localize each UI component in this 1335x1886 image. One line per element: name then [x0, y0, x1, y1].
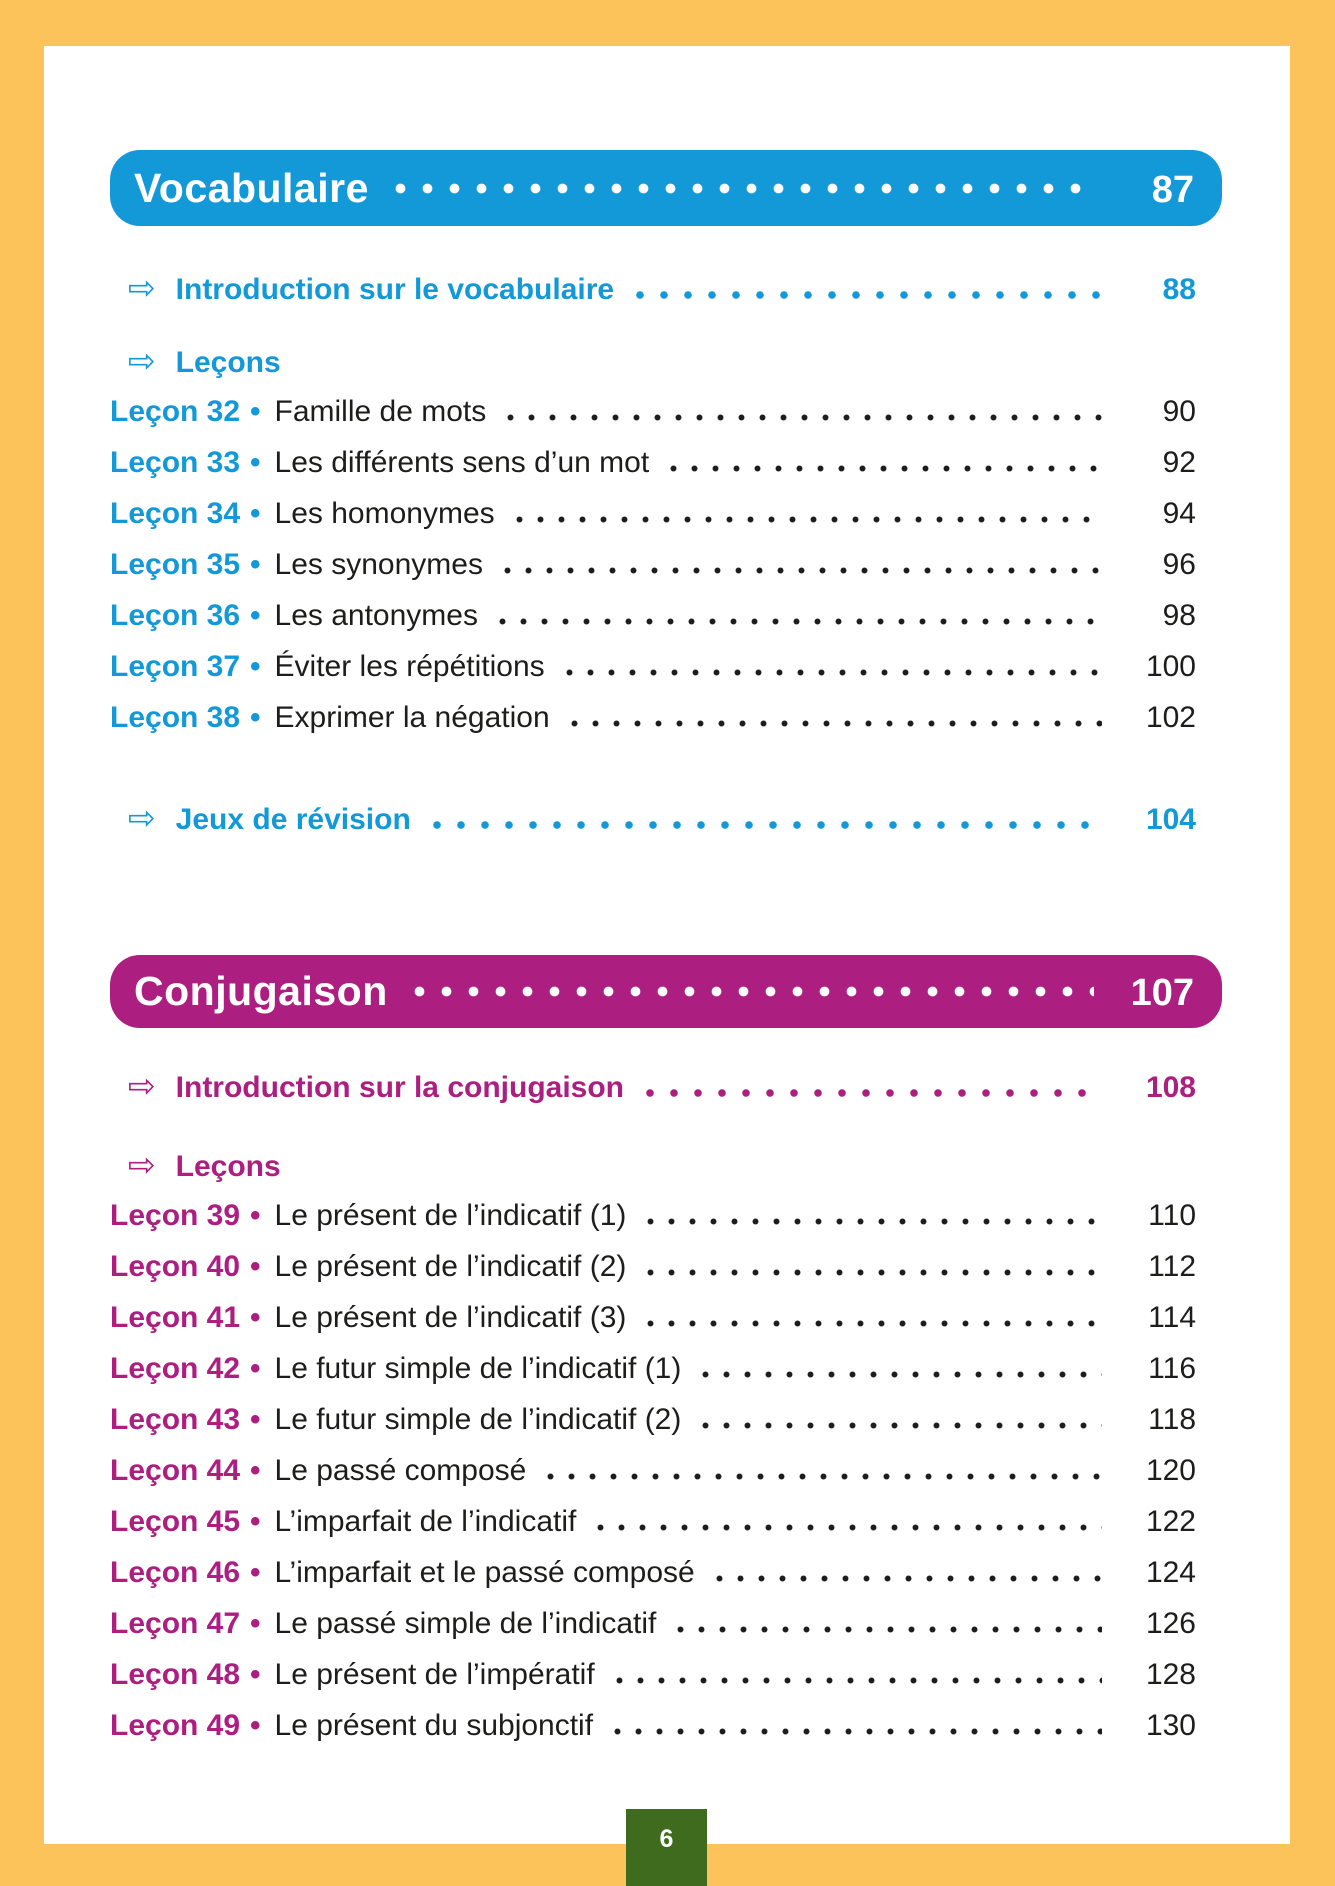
- lesson-label: Leçon 48: [110, 1658, 241, 1691]
- bullet-dot-icon: •: [250, 1709, 261, 1742]
- page-ref: 116: [1148, 1352, 1196, 1385]
- lesson-label: Leçon 47: [110, 1607, 241, 1640]
- dotted-leader: [640, 1269, 1102, 1276]
- dotted-leader: [509, 516, 1102, 523]
- page-ref: 104: [1145, 803, 1196, 836]
- section-vocabulaire: [110, 150, 1222, 843]
- section-page-ref: 87: [1151, 169, 1194, 211]
- lesson-row: [110, 1496, 1222, 1547]
- book-page: [44, 46, 1290, 1844]
- section-page-ref: 107: [1130, 972, 1194, 1014]
- page-ref: 114: [1148, 1301, 1196, 1334]
- lesson-label: Leçon 33: [110, 446, 241, 479]
- page-ref: 118: [1148, 1403, 1196, 1436]
- lesson-title: L’imparfait de l’indicatif: [274, 1505, 577, 1538]
- lesson-title: Le présent du subjonctif: [274, 1709, 594, 1742]
- lesson-label: Leçon 41: [110, 1301, 241, 1334]
- arrow-right-icon: ⇨: [128, 341, 156, 380]
- dotted-leader: [638, 1089, 1102, 1097]
- bullet-dot-icon: •: [250, 1454, 261, 1487]
- dotted-leader: [559, 669, 1102, 676]
- toc-content: [110, 150, 1222, 1751]
- lesson-label: Leçon 35: [110, 548, 241, 581]
- dotted-leader: [695, 1371, 1102, 1378]
- arrow-right-icon: ⇨: [128, 1066, 156, 1105]
- bullet-dot-icon: •: [250, 1199, 261, 1232]
- lesson-label: Leçon 39: [110, 1199, 241, 1232]
- section-title: Vocabulaire: [134, 165, 369, 211]
- dotted-leader: [387, 183, 1094, 194]
- bullet-dot-icon: •: [250, 1352, 261, 1385]
- lesson-title: Le passé composé: [274, 1454, 527, 1487]
- lesson-label: Leçon 34: [110, 497, 241, 530]
- intro-label: Introduction sur la conjugaison: [175, 1071, 625, 1104]
- lessons-heading-row: [110, 1139, 1222, 1190]
- page-ref: 120: [1145, 1454, 1196, 1487]
- dotted-leader: [406, 986, 1094, 997]
- lesson-title: Le présent de l’indicatif (2): [274, 1250, 627, 1283]
- dotted-leader: [500, 414, 1102, 421]
- toc-intro-row: [110, 1060, 1222, 1111]
- page-ref: 96: [1162, 548, 1196, 581]
- lesson-row: [110, 590, 1222, 641]
- bullet-dot-icon: •: [250, 446, 261, 479]
- dotted-leader: [695, 1422, 1102, 1429]
- lesson-row: [110, 1649, 1222, 1700]
- bullet-dot-icon: •: [250, 1403, 261, 1436]
- page-number-tab: [626, 1809, 707, 1886]
- lessons-list-vocabulaire: [110, 386, 1222, 743]
- page-ref: 100: [1145, 650, 1196, 683]
- lesson-label: Leçon 37: [110, 650, 241, 683]
- lesson-title: Les homonymes: [274, 497, 495, 530]
- page-ref: 92: [1162, 446, 1196, 479]
- page-ref: 122: [1145, 1505, 1196, 1538]
- dotted-leader: [663, 465, 1102, 472]
- page-ref: 130: [1145, 1709, 1196, 1742]
- lesson-row: [110, 1445, 1222, 1496]
- footer-page-number: 6: [659, 1825, 674, 1853]
- page-ref: 110: [1148, 1199, 1196, 1232]
- lesson-label: Leçon 36: [110, 599, 241, 632]
- lesson-title: Le présent de l’indicatif (1): [274, 1199, 627, 1232]
- lesson-label: Leçon 46: [110, 1556, 241, 1589]
- page-ref: 108: [1145, 1071, 1196, 1104]
- lessons-list-conjugaison: [110, 1190, 1222, 1751]
- lesson-row: [110, 641, 1222, 692]
- dotted-leader: [564, 720, 1102, 727]
- lesson-row: [110, 1292, 1222, 1343]
- dotted-leader: [607, 1728, 1102, 1735]
- page-ref: 98: [1162, 599, 1196, 632]
- lesson-label: Leçon 40: [110, 1250, 241, 1283]
- lesson-label: Leçon 32: [110, 395, 241, 428]
- page-ref: 112: [1148, 1250, 1196, 1283]
- section-conjugaison: [110, 955, 1222, 1751]
- lesson-title: L’imparfait et le passé composé: [274, 1556, 695, 1589]
- lesson-row: [110, 386, 1222, 437]
- lesson-label: Leçon 45: [110, 1505, 241, 1538]
- section-header-conjugaison: [110, 955, 1222, 1028]
- lesson-title: Le passé simple de l’indicatif: [274, 1607, 657, 1640]
- lesson-row: [110, 1598, 1222, 1649]
- page-ref: 94: [1162, 497, 1196, 530]
- lesson-row: [110, 1700, 1222, 1751]
- bullet-dot-icon: •: [250, 1607, 261, 1640]
- toc-games-row: [110, 792, 1222, 843]
- arrow-right-icon: ⇨: [128, 1145, 156, 1184]
- bullet-dot-icon: •: [250, 1505, 261, 1538]
- bullet-dot-icon: •: [250, 548, 261, 581]
- lesson-row: [110, 488, 1222, 539]
- dotted-leader: [497, 567, 1102, 574]
- bullet-dot-icon: •: [250, 497, 261, 530]
- lesson-row: [110, 1547, 1222, 1598]
- page-ref: 102: [1145, 701, 1196, 734]
- dotted-leader: [640, 1218, 1102, 1225]
- lesson-title: Le présent de l’indicatif (3): [274, 1301, 627, 1334]
- bullet-dot-icon: •: [250, 650, 261, 683]
- bullet-dot-icon: •: [250, 1301, 261, 1334]
- arrow-right-icon: ⇨: [128, 798, 156, 837]
- lesson-label: Leçon 44: [110, 1454, 241, 1487]
- games-label: Jeux de révision: [175, 803, 411, 836]
- dotted-leader: [540, 1473, 1102, 1480]
- lesson-row: [110, 539, 1222, 590]
- dotted-leader: [609, 1677, 1102, 1684]
- lesson-title: Les antonymes: [274, 599, 478, 632]
- lesson-row: [110, 692, 1222, 743]
- lesson-title: Le présent de l’impératif: [274, 1658, 595, 1691]
- lessons-heading: Leçons: [175, 346, 281, 379]
- section-title: Conjugaison: [134, 968, 388, 1014]
- dotted-leader: [640, 1320, 1102, 1327]
- lesson-row: [110, 1190, 1222, 1241]
- dotted-leader: [709, 1575, 1102, 1582]
- lesson-row: [110, 1241, 1222, 1292]
- lesson-label: Leçon 43: [110, 1403, 241, 1436]
- lesson-title: Éviter les répétitions: [274, 650, 545, 683]
- intro-label: Introduction sur le vocabulaire: [175, 273, 615, 306]
- lesson-row: [110, 1343, 1222, 1394]
- bullet-dot-icon: •: [250, 1250, 261, 1283]
- lesson-title: Les synonymes: [274, 548, 483, 581]
- lesson-title: Les différents sens d’un mot: [274, 446, 650, 479]
- dotted-leader: [590, 1524, 1102, 1531]
- arrow-right-icon: ⇨: [128, 268, 156, 307]
- dotted-leader: [628, 291, 1102, 299]
- dotted-leader: [670, 1626, 1102, 1633]
- lesson-title: Le futur simple de l’indicatif (2): [274, 1403, 682, 1436]
- bullet-dot-icon: •: [250, 1658, 261, 1691]
- page-ref: 88: [1162, 273, 1196, 306]
- bullet-dot-icon: •: [250, 395, 261, 428]
- dotted-leader: [492, 618, 1102, 625]
- section-header-vocabulaire: [110, 150, 1222, 226]
- bullet-dot-icon: •: [250, 701, 261, 734]
- bullet-dot-icon: •: [250, 599, 261, 632]
- page-ref: 126: [1145, 1607, 1196, 1640]
- dotted-leader: [425, 821, 1102, 829]
- toc-intro-row: [110, 262, 1222, 313]
- lesson-row: [110, 437, 1222, 488]
- bullet-dot-icon: •: [250, 1556, 261, 1589]
- page-ref: 90: [1162, 395, 1196, 428]
- lesson-label: Leçon 49: [110, 1709, 241, 1742]
- lessons-heading: Leçons: [175, 1150, 281, 1183]
- page-ref: 128: [1145, 1658, 1196, 1691]
- page-ref: 124: [1145, 1556, 1196, 1589]
- lesson-title: Famille de mots: [274, 395, 487, 428]
- lessons-heading-row: [110, 335, 1222, 386]
- lesson-row: [110, 1394, 1222, 1445]
- lesson-title: Exprimer la négation: [274, 701, 550, 734]
- lesson-label: Leçon 42: [110, 1352, 241, 1385]
- lesson-label: Leçon 38: [110, 701, 241, 734]
- lesson-title: Le futur simple de l’indicatif (1): [274, 1352, 682, 1385]
